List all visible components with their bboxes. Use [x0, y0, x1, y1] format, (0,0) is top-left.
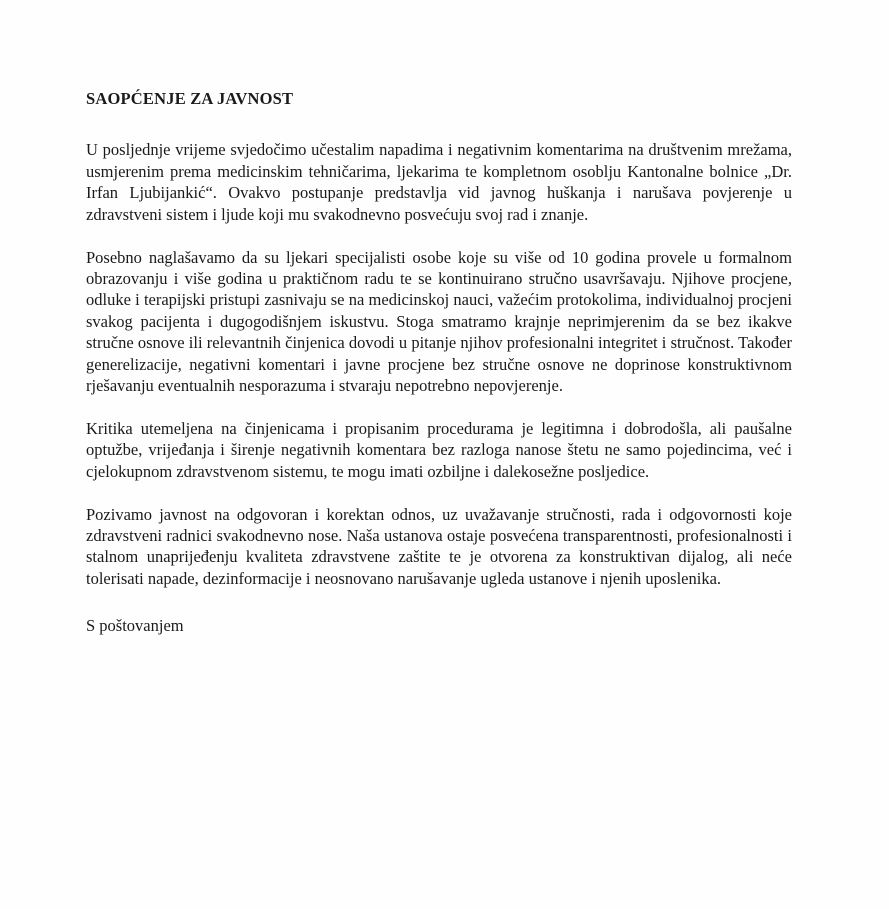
paragraph-3: Kritika utemeljena na činjenicama i propisanim procedurama je legitimna i dobrodošla, ali paušalne optužbe, vrijeđanja i širenje negativnih komentara bez razloga nanose štetu ne samo pojedincima, već i cjelokupnom zdravstvenom sistemu, te mogu imati ozbiljne i dalekosežne posljedice.	[86, 418, 792, 481]
closing-salutation: S poštovanjem	[86, 616, 184, 636]
document-title: SAOPĆENJE ZA JAVNOST	[86, 89, 294, 108]
paragraph-1: U posljednje vrijeme svjedočimo učestalim napadima i negativnim komentarima na društvenim mrežama, usmjerenim prema medicinskim tehničarima, ljekarima te kompletnom osoblju Kantonalne bolnice „Dr. Irfan Ljubijankić“. Ovakvo postupanje predstavlja vid javnog huškanja i narušava povjerenje u zdravstveni sistem i ljude koji mu svakodnevno posvećuju svoj rad i znanje.	[86, 140, 792, 224]
paragraph-4: Pozivamo javnost na odgovoran i korektan odnos, uz uvažavanje stručnosti, rada i odgovornosti koje zdravstveni radnici svakodnevno nose. Naša ustanova ostaje posvećena transparentnosti, profesionalnosti i stalnom unaprijeđenju kvaliteta zdravstvene zaštite te je otvorena za konstruktivan dijalog, ali neće tolerisati napade, dezinformacije i neosnovano narušavanje ugleda ustanove i njenih uposlenika.	[86, 504, 792, 588]
paragraph-2: Posebno naglašavamo da su ljekari specijalisti osobe koje su više od 10 godina provele u formalnom obrazovanju i više godina u praktičnom radu te se kontinuirano stručno usavršavaju. Njihove procjene, odluke i terapijski pristupi zasnivaju se na medicinskoj nauci, važećim protokolima, individualnoj procjeni svakog pacijenta i dugogodišnjem iskustvu. Stoga smatramo krajnje neprimjerenim da se bez ikakve stručne osnove ili relevantnih činjenica dovodi u pitanje njihov profesionalni integritet i stručnost. Također generelizacije, negativni komentari i javne procjene bez stručne osnove ne doprinose konstruktivnom rješavanju eventualnih nesporazuma i stvaraju nepotrebno nepovjerenje.	[86, 247, 792, 395]
document-body	[86, 88, 792, 637]
